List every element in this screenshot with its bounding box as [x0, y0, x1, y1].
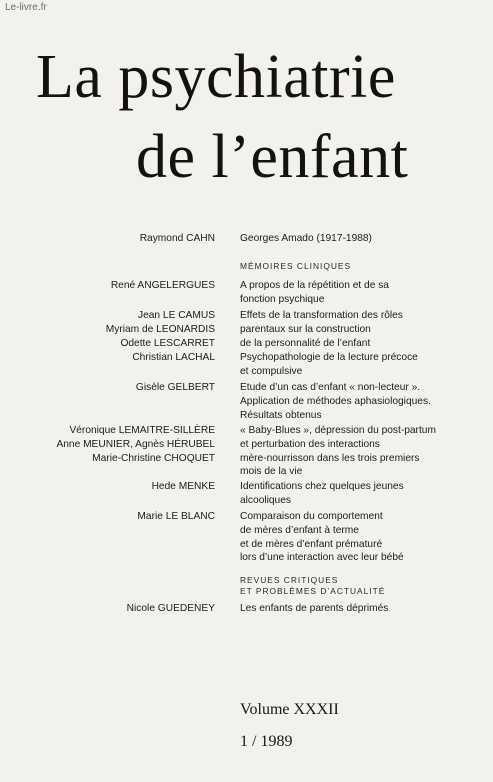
section-heading-line: REVUES CRITIQUES	[240, 575, 339, 585]
article-title-line: Psychopathologie de la lecture précoce	[240, 352, 418, 363]
entry-authors	[111, 279, 215, 293]
section-heading-clinical: MÉMOIRES CLINIQUES	[240, 261, 352, 271]
entry-article	[240, 602, 470, 616]
article-title-line: mère-nourrisson dans les trois premiers	[240, 452, 420, 464]
entry-authors	[136, 381, 215, 395]
section-heading-reviews	[240, 575, 385, 597]
entry-authors	[106, 309, 215, 350]
journal-title-line1: La psychiatrie	[36, 43, 396, 111]
article-title-line: de mères d’enfant à terme	[240, 524, 359, 536]
author-name: Odette LESCARRET	[120, 337, 215, 349]
article-title-line: parentaux sur la construction	[240, 323, 371, 335]
entry-article	[240, 424, 470, 479]
article-title-line: et perturbation des interactions	[240, 438, 380, 450]
author-name: René ANGELERGUES	[110, 280, 215, 291]
entry-article	[240, 232, 470, 246]
author-name: Gisèle GELBERT	[135, 382, 215, 393]
article-title-line: fonction psychique	[240, 293, 325, 305]
author-name: Véronique LEMAITRE-SILLÈRE	[69, 425, 215, 436]
article-title-line: Etude d’un cas d’enfant « non-lecteur ».	[240, 382, 421, 393]
volume-number: Volume XXXII	[240, 701, 339, 718]
author-name: Nicole GUEDENEY	[126, 603, 215, 614]
article-title-line: alcooliques	[240, 494, 291, 506]
journal-title-line2: de l’enfant	[136, 123, 409, 191]
entry-authors	[127, 602, 215, 616]
article-title-line: Georges Amado (1917-1988)	[240, 233, 372, 244]
entry-article	[240, 309, 470, 350]
entry-article	[240, 480, 470, 508]
article-title-line: et de mères d’enfant prématuré	[240, 538, 383, 550]
article-title-line: Résultats obtenus	[240, 409, 322, 421]
entry-article	[240, 381, 470, 422]
article-title-line: et compulsive	[240, 365, 303, 377]
entry-authors	[56, 424, 215, 465]
author-name: Hede MENKE	[151, 481, 215, 492]
entry-authors	[140, 232, 215, 246]
author-name: Marie-Christine CHOQUET	[92, 452, 215, 464]
entry-article	[240, 351, 470, 379]
author-name: Myriam de LEONARDIS	[105, 323, 215, 335]
entry-authors	[132, 351, 215, 365]
article-title-line: de la personnalité de l’enfant	[240, 337, 371, 349]
author-name: Raymond CAHN	[139, 233, 215, 244]
author-name: Christian LACHAL	[132, 352, 215, 363]
watermark: Le-livre.fr	[5, 2, 47, 13]
article-title-line: Les enfants de parents déprimés	[240, 603, 389, 614]
issue-number: 1 / 1989	[240, 733, 293, 750]
article-title-line: mois de la vie	[240, 466, 303, 478]
article-title-line: Identifications chez quelques jeunes	[240, 481, 404, 492]
entry-article	[240, 510, 470, 565]
author-name: Marie LE BLANC	[137, 511, 215, 522]
author-name: Jean LE CAMUS	[137, 310, 215, 321]
article-title-line: A propos de la répétition et de sa	[240, 280, 389, 291]
article-title-line: « Baby-Blues », dépression du post-partum	[240, 425, 436, 436]
article-title-line: Effets de la transformation des rôles	[240, 310, 403, 321]
entry-authors	[152, 480, 215, 494]
entry-article	[240, 279, 470, 307]
article-title-line: lors d’une interaction avec leur bébé	[240, 552, 404, 564]
author-name: Anne MEUNIER, Agnès HÉRUBEL	[56, 438, 215, 450]
article-title-line: Comparaison du comportement	[240, 511, 383, 522]
article-title-line: Application de méthodes aphasiologiques.	[240, 395, 431, 407]
section-heading-line: ET PROBLÈMES D’ACTUALITÉ	[240, 586, 386, 596]
entry-authors	[137, 510, 215, 524]
